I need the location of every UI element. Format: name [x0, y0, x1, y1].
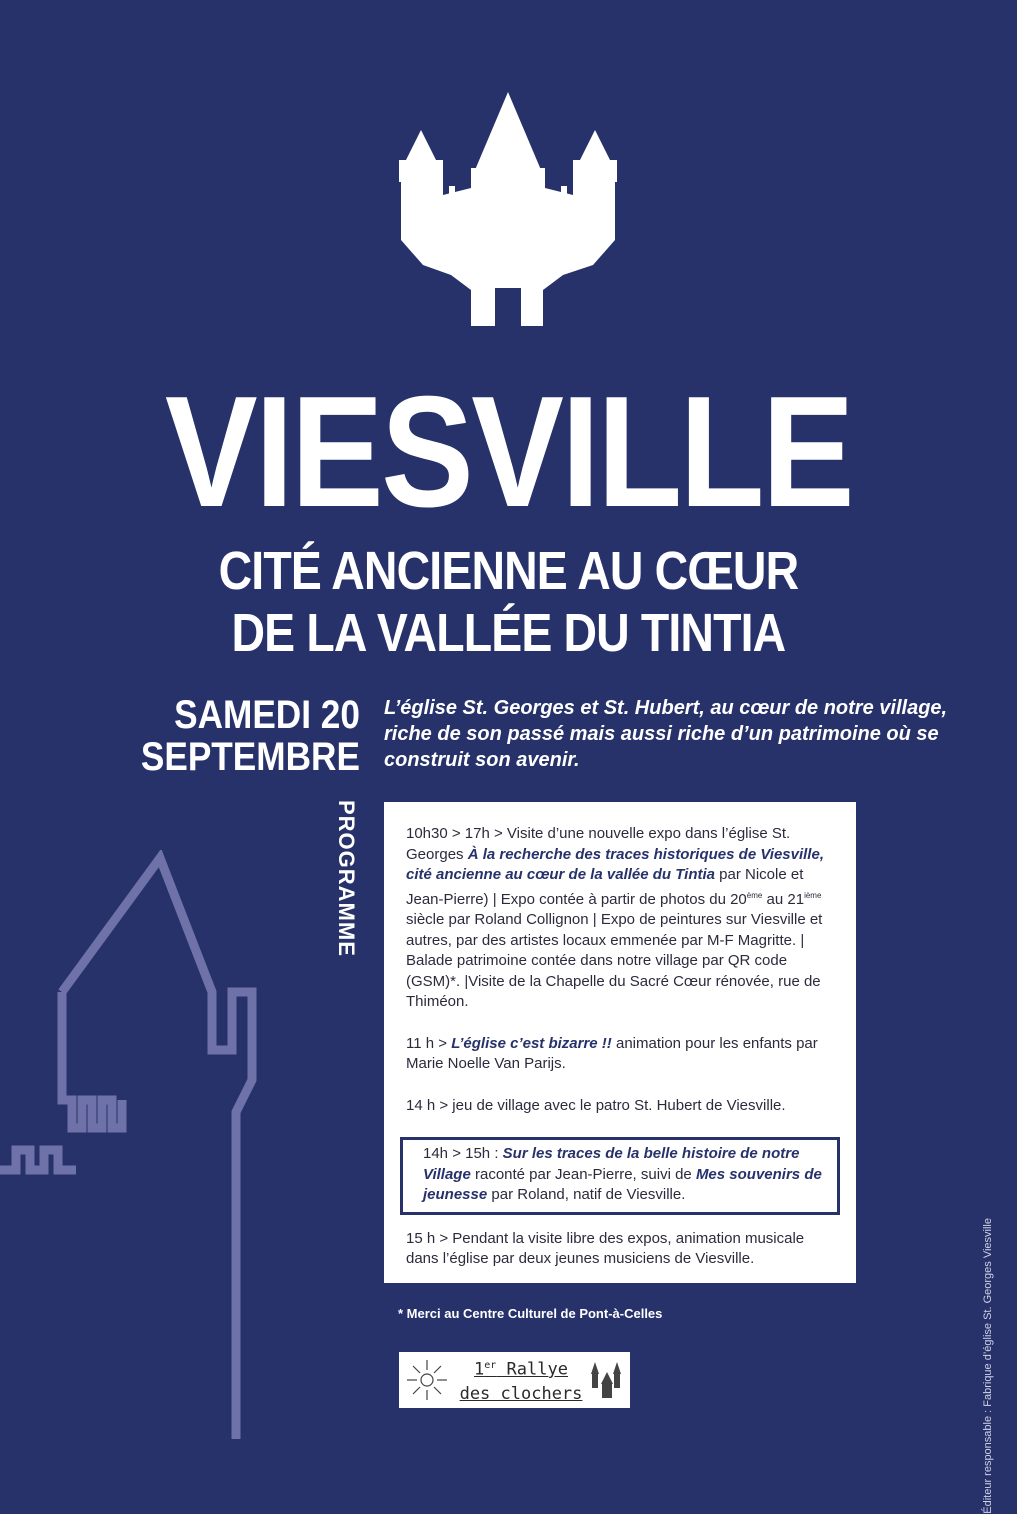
programme-item-2: [406, 1034, 834, 1075]
subtitle-line-1: CITÉ ANCIENNE AU CŒUR: [218, 541, 799, 601]
rally-word: Rallye: [496, 1359, 568, 1380]
sunburst-logo-icon: [405, 1358, 449, 1402]
item-4-title-2: Mes souvenirs de jeunesse: [423, 1165, 822, 1203]
item-5-text: 15 h > Pendant la visite libre des expos, animation musicale dans l’église par deux jeunes musiciens de Viesville.: [406, 1229, 805, 1267]
item-2-title: L’église c’est bizarre !!: [451, 1034, 612, 1052]
event-date: [141, 694, 360, 778]
item-4-title-1: Sur les traces de la belle histoire de notre Village: [423, 1145, 800, 1183]
page-title: VIESVILLE: [164, 364, 852, 540]
rally-line-2: des clochers: [459, 1383, 583, 1404]
item-4-time: 14h > 15h :: [423, 1145, 503, 1162]
programme-card: [384, 802, 856, 1283]
item-1-text-b: au 21: [762, 890, 805, 908]
item-1-title: À la recherche des traces historiques de Viesville, cité ancienne au cœur de la vallée du Tintia: [406, 845, 824, 883]
programme-item-5: [406, 1229, 834, 1270]
programme-item-4-highlight: [400, 1137, 840, 1215]
rally-text: [451, 1354, 591, 1406]
item-1-time: 10h30 > 17h > Visite d’une nouvelle expo dans l’église St. Georges: [406, 825, 791, 863]
item-1-sup-1: ème: [746, 890, 763, 900]
tower-outline-icon: [0, 850, 280, 1439]
item-1-text-a: par Nicole et Jean-Pierre) | Expo contée à partir de photos du 20: [406, 866, 804, 908]
programme-item-3: [406, 1096, 834, 1117]
item-4-text-1: raconté par Jean-Pierre, suivi de: [470, 1165, 696, 1183]
item-2-time: 11 h >: [406, 1034, 452, 1052]
subtitle: [71, 540, 946, 664]
castle-logo-icon: [393, 90, 623, 330]
programme-label: PROGRAMME: [334, 800, 359, 957]
editor-credit: Éditeur responsable : Fabrique d’église St. Georges Viesville: [982, 1218, 994, 1514]
item-3-text: 14 h > jeu de village avec le patro St. Hubert de Viesville.: [406, 1096, 786, 1114]
event-date-line-2: SEPTEMBRE: [140, 735, 360, 779]
subtitle-line-2: DE LA VALLÉE DU TINTIA: [231, 603, 786, 663]
footnote: * Merci au Centre Culturel de Pont-à-Celles: [398, 1306, 663, 1321]
rally-ordinal-sup: er: [484, 1360, 497, 1371]
rally-line-1: [451, 1354, 591, 1382]
church-towers-icon: [589, 1358, 625, 1402]
item-2-text: animation pour les enfants par Marie Noelle Van Parijs.: [406, 1034, 818, 1072]
rally-banner: [399, 1352, 630, 1408]
item-1-text-c: siècle par Roland Collignon | Expo de peintures sur Viesville et autres, par des artistes locaux emmenée par M-F Magritte. | Balade patrimoine contée dans notre village par QR code (GSM)*. |Visite de la Chapelle du Sacré Cœur rénovée, rue de Thiméon.: [406, 911, 823, 1010]
programme-item-1: [406, 824, 834, 1013]
event-date-line-1: SAMEDI 20: [174, 693, 360, 737]
rally-ordinal: 1: [474, 1359, 485, 1380]
item-1-sup-2: ième: [804, 890, 822, 900]
item-4-text-2: par Roland, natif de Viesville.: [487, 1186, 686, 1203]
intro-text: L’église St. Georges et St. Hubert, au cœur de notre village, riche de son passé mais aussi riche d’un patrimoine où se construit son avenir.: [384, 697, 948, 771]
